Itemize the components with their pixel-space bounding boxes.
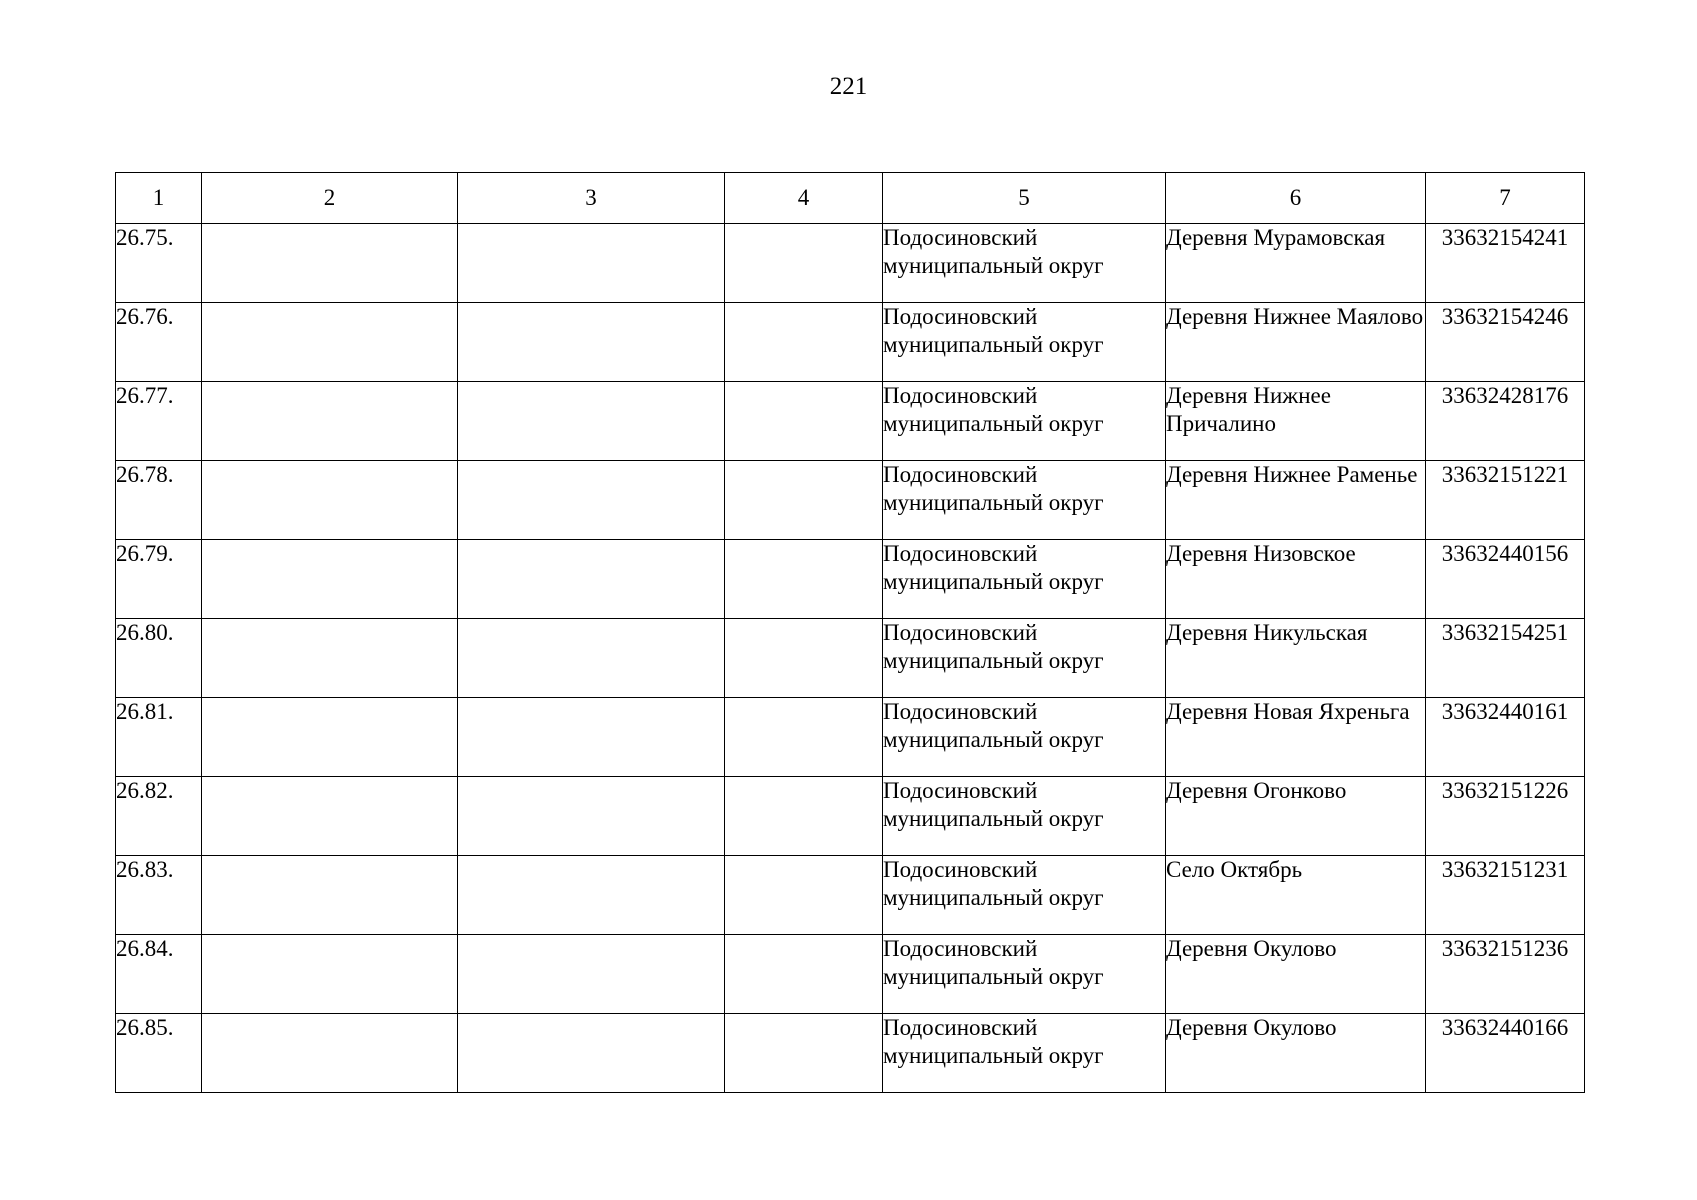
column-4-cell: [725, 777, 883, 856]
code-cell: 33632151226: [1426, 777, 1585, 856]
settlement-cell: Деревня Нижнее Раменье: [1166, 461, 1426, 540]
table-row: [116, 1014, 1585, 1093]
row-number-cell: 26.77.: [116, 382, 202, 461]
column-4-cell: [725, 303, 883, 382]
column-3-cell: [458, 777, 725, 856]
column-4-cell: [725, 540, 883, 619]
header-row: [116, 173, 1585, 224]
header-cell-5: 5: [883, 173, 1166, 224]
header-cell-6: 6: [1166, 173, 1426, 224]
municipality-cell: Подосиновский муниципальный округ: [883, 382, 1166, 461]
settlement-cell: Деревня Огонково: [1166, 777, 1426, 856]
settlement-cell: Село Октябрь: [1166, 856, 1426, 935]
column-2-cell: [202, 461, 458, 540]
column-2-cell: [202, 1014, 458, 1093]
table-row: [116, 619, 1585, 698]
settlements-table: [115, 172, 1585, 1093]
municipality-cell: Подосиновский муниципальный округ: [883, 698, 1166, 777]
column-2-cell: [202, 698, 458, 777]
column-3-cell: [458, 382, 725, 461]
page-number: 221: [829, 73, 868, 100]
municipality-cell: Подосиновский муниципальный округ: [883, 461, 1166, 540]
settlement-cell: Деревня Нижнее Маялово: [1166, 303, 1426, 382]
table-row: [116, 382, 1585, 461]
settlement-cell: Деревня Мурамовская: [1166, 224, 1426, 303]
table-row: [116, 698, 1585, 777]
row-number-cell: 26.82.: [116, 777, 202, 856]
municipality-cell: Подосиновский муниципальный округ: [883, 303, 1166, 382]
table-row: [116, 540, 1585, 619]
header-cell-4: 4: [725, 173, 883, 224]
row-number-cell: 26.76.: [116, 303, 202, 382]
column-2-cell: [202, 303, 458, 382]
table-row: [116, 461, 1585, 540]
column-3-cell: [458, 698, 725, 777]
header-cell-3: 3: [458, 173, 725, 224]
code-cell: 33632154241: [1426, 224, 1585, 303]
municipality-cell: Подосиновский муниципальный округ: [883, 619, 1166, 698]
column-4-cell: [725, 382, 883, 461]
header-cell-1: 1: [116, 173, 202, 224]
row-number-cell: 26.79.: [116, 540, 202, 619]
column-2-cell: [202, 619, 458, 698]
table-row: [116, 856, 1585, 935]
settlement-cell: Деревня Никульская: [1166, 619, 1426, 698]
settlement-cell: Деревня Окулово: [1166, 935, 1426, 1014]
header-cell-2: 2: [202, 173, 458, 224]
code-cell: 33632151236: [1426, 935, 1585, 1014]
column-4-cell: [725, 1014, 883, 1093]
column-3-cell: [458, 619, 725, 698]
code-cell: 33632151221: [1426, 461, 1585, 540]
column-3-cell: [458, 856, 725, 935]
table-row: [116, 303, 1585, 382]
column-3-cell: [458, 461, 725, 540]
column-4-cell: [725, 619, 883, 698]
table-row: [116, 777, 1585, 856]
settlement-cell: Деревня Новая Яхреньга: [1166, 698, 1426, 777]
column-3-cell: [458, 540, 725, 619]
row-number-cell: 26.78.: [116, 461, 202, 540]
table-body: [116, 224, 1585, 1093]
row-number-cell: 26.80.: [116, 619, 202, 698]
code-cell: 33632154251: [1426, 619, 1585, 698]
row-number-cell: 26.81.: [116, 698, 202, 777]
settlement-cell: Деревня Нижнее Причалино: [1166, 382, 1426, 461]
code-cell: 33632428176: [1426, 382, 1585, 461]
column-3-cell: [458, 1014, 725, 1093]
column-2-cell: [202, 224, 458, 303]
header-cell-7: 7: [1426, 173, 1585, 224]
row-number-cell: 26.83.: [116, 856, 202, 935]
municipality-cell: Подосиновский муниципальный округ: [883, 935, 1166, 1014]
row-number-cell: 26.75.: [116, 224, 202, 303]
column-2-cell: [202, 935, 458, 1014]
settlement-cell: Деревня Окулово: [1166, 1014, 1426, 1093]
column-2-cell: [202, 382, 458, 461]
settlement-cell: Деревня Низовское: [1166, 540, 1426, 619]
column-2-cell: [202, 856, 458, 935]
municipality-cell: Подосиновский муниципальный округ: [883, 224, 1166, 303]
municipality-cell: Подосиновский муниципальный округ: [883, 856, 1166, 935]
code-cell: 33632151231: [1426, 856, 1585, 935]
municipality-cell: Подосиновский муниципальный округ: [883, 1014, 1166, 1093]
table-header: [116, 173, 1585, 224]
column-4-cell: [725, 224, 883, 303]
table-row: [116, 224, 1585, 303]
row-number-cell: 26.85.: [116, 1014, 202, 1093]
column-2-cell: [202, 540, 458, 619]
code-cell: 33632440161: [1426, 698, 1585, 777]
column-4-cell: [725, 856, 883, 935]
row-number-cell: 26.84.: [116, 935, 202, 1014]
code-cell: 33632154246: [1426, 303, 1585, 382]
code-cell: 33632440156: [1426, 540, 1585, 619]
column-4-cell: [725, 461, 883, 540]
code-cell: 33632440166: [1426, 1014, 1585, 1093]
column-3-cell: [458, 303, 725, 382]
column-2-cell: [202, 777, 458, 856]
column-4-cell: [725, 935, 883, 1014]
column-4-cell: [725, 698, 883, 777]
municipality-cell: Подосиновский муниципальный округ: [883, 777, 1166, 856]
table-row: [116, 935, 1585, 1014]
column-3-cell: [458, 935, 725, 1014]
column-3-cell: [458, 224, 725, 303]
municipality-cell: Подосиновский муниципальный округ: [883, 540, 1166, 619]
